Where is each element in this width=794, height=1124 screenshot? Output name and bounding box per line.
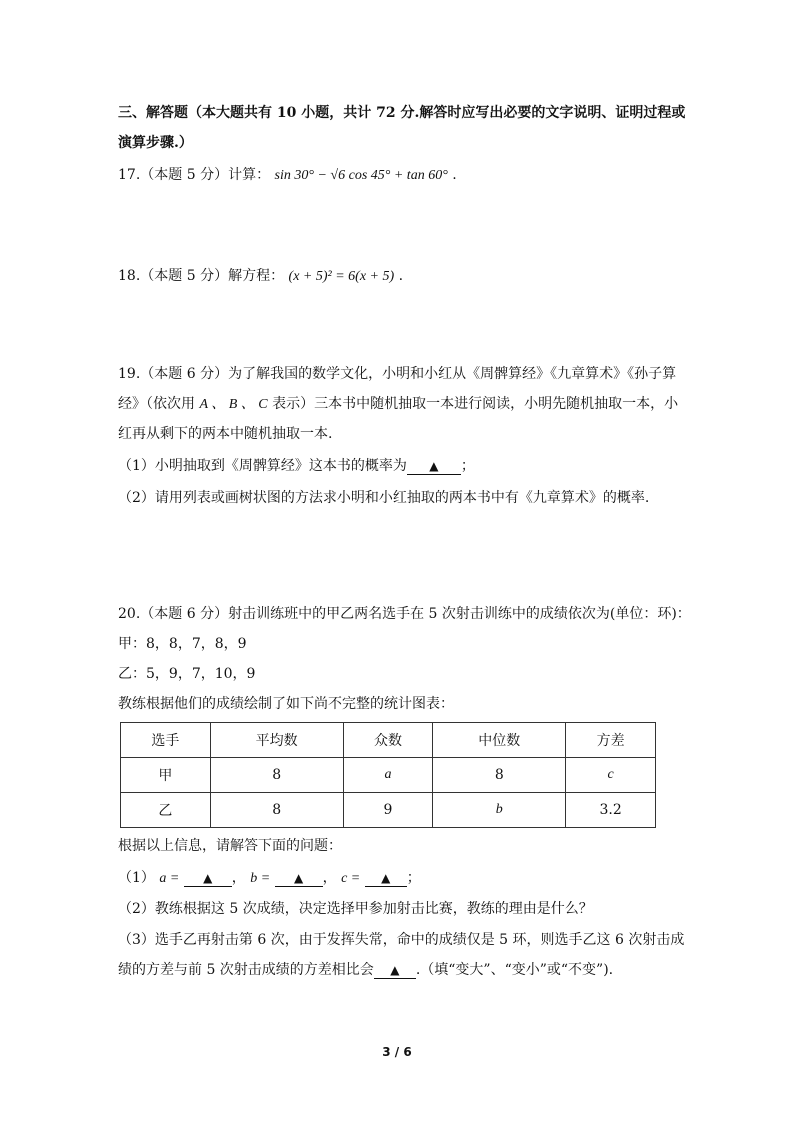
table-cell: 8 [210, 793, 343, 828]
blank-a[interactable]: ▲ [184, 870, 232, 887]
q19-line1: 19.（本题 6 分）为了解我国的数学文化，小明和小红从《周髀算经》《九章算术》《孙子算 [118, 366, 677, 382]
blank-c[interactable]: ▲ [365, 870, 407, 887]
q19-line2-end: 表示）三本书中随机抽取一本进行阅读，小明先随机抽取一本，小 [272, 396, 679, 412]
stats-table [120, 722, 656, 828]
var-b: b = [250, 871, 271, 886]
table-cell: 9 [343, 793, 433, 828]
q18-equation: (x + 5)² = 6(x + 5) [288, 269, 395, 284]
q19-line2-start: 经》（依次用 [118, 396, 195, 412]
q20-part3-text: 绩的方差与前 5 次射击成绩的方差相比会 [118, 962, 374, 978]
table-cell: c [566, 758, 656, 793]
table-header: 众数 [343, 723, 433, 758]
q19-vars: A 、 B 、 C [199, 397, 268, 412]
section-heading: 三、解答题（本大题共有 10 小题，共计 72 分.解答时应写出必要的文字说明、证明过程或 [118, 105, 686, 121]
q20-part3-line1: （3）选手乙再射击第 6 次，由于发挥失常，命中的成绩仅是 5 环，则选手乙这 6 次射击成 [118, 932, 685, 948]
table-header: 平均数 [210, 723, 343, 758]
table-header: 选手 [121, 723, 211, 758]
table-cell: 乙 [121, 793, 211, 828]
table-cell: 8 [210, 758, 343, 793]
table-cell: 3.2 [566, 793, 656, 828]
q20-part3-blank[interactable]: ▲ [374, 962, 416, 979]
table-cell: 甲 [121, 758, 211, 793]
question-17 [118, 165, 457, 186]
q19-part1 [118, 456, 475, 476]
q19-line2 [118, 394, 678, 415]
q20-part3-end: .（填“变大”、“变小”或“不变”). [415, 962, 614, 978]
q17-expression: sin 30° − √6 cos 45° + tan 60° [274, 168, 448, 183]
section-heading-cont: 演算步骤.） [118, 135, 193, 151]
q18-end: . [398, 268, 404, 284]
table-cell: b [433, 793, 566, 828]
q19-part1-text: （1）小明抽取到《周髀算经》这本书的概率为 [118, 458, 407, 474]
table-row [121, 758, 656, 793]
separator: ， [322, 870, 337, 886]
q20-part1 [118, 868, 421, 889]
table-cell: a [343, 758, 433, 793]
q19-line3: 红再从剩下的两本中随机抽取一本. [118, 426, 333, 442]
table-cell: 8 [433, 758, 566, 793]
q17-end: . [452, 167, 457, 183]
table-header-row [121, 723, 656, 758]
q20-table-intro: 教练根据他们的成绩绘制了如下尚不完整的统计图表： [118, 696, 454, 712]
q20-part2: （2）教练根据这 5 次成绩，决定选择甲参加射击比赛，教练的理由是什么？ [118, 901, 593, 917]
q20-yi-scores: 乙：5，9，7，10，9 [118, 666, 256, 682]
question-18 [118, 266, 403, 287]
q20-line1: 20.（本题 6 分）射击训练班中的甲乙两名选手在 5 次射击训练中的成绩依次为(单位：环)： [118, 606, 691, 622]
separator: ， [231, 870, 246, 886]
q19-part2: （2）请用列表或画树状图的方法求小明和小红抽取的两本书中有《九章算术》的概率. [118, 490, 650, 506]
q20-jia-scores: 甲：8，8，7，8，9 [118, 636, 247, 652]
page-number: 3 / 6 [382, 1045, 412, 1059]
q18-prefix: 18.（本题 5 分）解方程： [118, 268, 285, 284]
table-header: 方差 [566, 723, 656, 758]
q20-part1-label: （1） [118, 870, 155, 886]
part1-end: ； [406, 870, 421, 886]
table-row [121, 793, 656, 828]
var-a: a = [159, 871, 180, 886]
q20-after-table: 根据以上信息，请解答下面的问题： [118, 838, 342, 854]
q17-prefix: 17.（本题 5 分）计算： [118, 167, 271, 183]
blank-b[interactable]: ▲ [275, 870, 323, 887]
q19-part1-end: ； [460, 458, 475, 474]
q19-answer-blank[interactable]: ▲ [407, 458, 461, 475]
table-header: 中位数 [433, 723, 566, 758]
var-c: c = [341, 871, 361, 886]
q20-part3-line2 [118, 960, 613, 980]
